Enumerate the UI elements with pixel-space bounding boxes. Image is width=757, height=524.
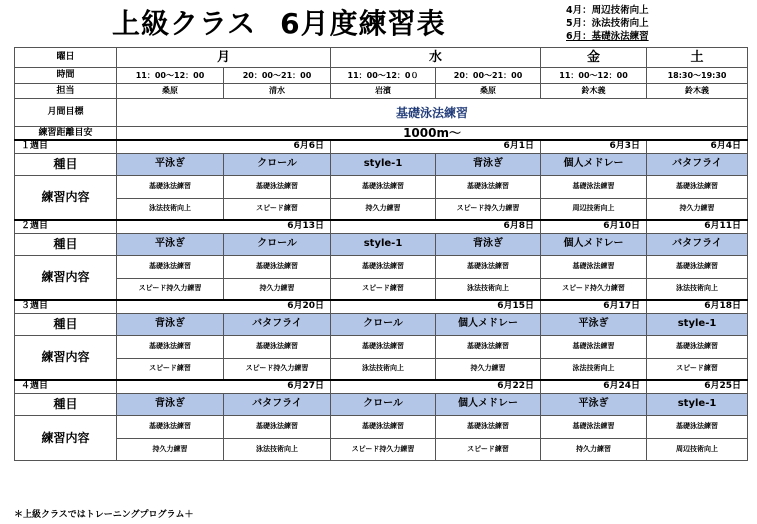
- week-label: ３週目: [15, 300, 117, 313]
- week-label: ４週目: [15, 380, 117, 393]
- stroke-cell: 背泳ぎ: [436, 153, 541, 175]
- date-wed: 6月22日: [331, 380, 541, 393]
- content-cell: スピード持久力練習: [436, 198, 541, 220]
- date-mon: 6月6日: [117, 140, 331, 153]
- day-wed: 水: [331, 48, 541, 68]
- content-cell: 基礎泳法練習: [647, 335, 748, 358]
- stroke-cell: クロール: [331, 313, 436, 335]
- content-cell: スピード持久力練習: [331, 438, 436, 460]
- stroke-row: [15, 233, 748, 255]
- content-cell: 持久力練習: [331, 198, 436, 220]
- date-sat: 6月4日: [647, 140, 748, 153]
- content-cell: 基礎泳法練習: [436, 335, 541, 358]
- stroke-row: [15, 153, 748, 175]
- content-cell: 持久力練習: [647, 198, 748, 220]
- content-cell: スピード練習: [647, 358, 748, 380]
- date-fri: 6月17日: [541, 300, 647, 313]
- event-label: 種目: [15, 393, 117, 415]
- content-row: [15, 438, 748, 460]
- content-cell: スピード持久力練習: [224, 358, 331, 380]
- content-cell: 持久力練習: [541, 438, 647, 460]
- date-wed: 6月1日: [331, 140, 541, 153]
- date-sat: 6月25日: [647, 380, 748, 393]
- content-cell: 基礎泳法練習: [541, 175, 647, 198]
- coach-label: 担当: [15, 84, 117, 99]
- content-cell: 基礎泳法練習: [541, 415, 647, 438]
- content-cell: 基礎泳法練習: [331, 175, 436, 198]
- content-cell: 泳法技術向上: [331, 358, 436, 380]
- event-label: 種目: [15, 153, 117, 175]
- stroke-cell: バタフライ: [224, 313, 331, 335]
- content-row: [15, 175, 748, 198]
- content-cell: スピード持久力練習: [541, 278, 647, 300]
- stroke-cell: 背泳ぎ: [117, 393, 224, 415]
- content-cell: スピード練習: [117, 358, 224, 380]
- content-cell: 基礎泳法練習: [436, 255, 541, 278]
- content-cell: 基礎泳法練習: [331, 415, 436, 438]
- coach-cell: 岩濱: [331, 84, 436, 99]
- content-cell: 基礎泳法練習: [436, 175, 541, 198]
- content-cell: 基礎泳法練習: [541, 255, 647, 278]
- content-cell: 周辺技術向上: [541, 198, 647, 220]
- stroke-cell: 個人メドレー: [541, 153, 647, 175]
- note-may: 5月：泳法技術向上: [566, 18, 649, 29]
- stroke-row: [15, 393, 748, 415]
- content-cell: 泳法技術向上: [117, 198, 224, 220]
- day-label: 曜日: [15, 48, 117, 68]
- content-cell: 基礎泳法練習: [647, 415, 748, 438]
- monthly-notes: [566, 4, 756, 43]
- goal-row: [15, 99, 748, 127]
- stroke-cell: 平泳ぎ: [541, 313, 647, 335]
- time-cell: 11：00～12：00: [541, 68, 647, 84]
- content-cell: 基礎泳法練習: [117, 255, 224, 278]
- page-title: [112, 2, 446, 42]
- content-cell: 泳法技術向上: [224, 438, 331, 460]
- content-cell: 持久力練習: [224, 278, 331, 300]
- stroke-cell: バタフライ: [224, 393, 331, 415]
- time-row: [15, 68, 748, 84]
- content-cell: 基礎泳法練習: [224, 175, 331, 198]
- time-cell: 20：00～21：00: [224, 68, 331, 84]
- content-row: [15, 358, 748, 380]
- monthly-goal: 基礎泳法練習: [117, 99, 748, 127]
- content-cell: 基礎泳法練習: [647, 175, 748, 198]
- time-cell: 20：00～21：00: [436, 68, 541, 84]
- week-label: ２週目: [15, 220, 117, 233]
- note-june: 6月：基礎泳法練習: [566, 31, 649, 42]
- time-cell: 18:30～19:30: [647, 68, 748, 84]
- date-mon: 6月20日: [117, 300, 331, 313]
- content-row: [15, 335, 748, 358]
- date-mon: 6月13日: [117, 220, 331, 233]
- title-month: 6月度練習表: [280, 7, 446, 40]
- content-cell: スピード練習: [224, 198, 331, 220]
- date-sat: 6月11日: [647, 220, 748, 233]
- content-cell: 基礎泳法練習: [541, 335, 647, 358]
- stroke-row: [15, 313, 748, 335]
- day-row: [15, 48, 748, 68]
- stroke-cell: 平泳ぎ: [117, 153, 224, 175]
- stroke-cell: style-1: [647, 393, 748, 415]
- day-sat: 土: [647, 48, 748, 68]
- content-cell: スピード持久力練習: [117, 278, 224, 300]
- content-cell: 泳法技術向上: [647, 278, 748, 300]
- content-cell: 周辺技術向上: [647, 438, 748, 460]
- stroke-cell: クロール: [224, 153, 331, 175]
- date-fri: 6月3日: [541, 140, 647, 153]
- event-label: 種目: [15, 233, 117, 255]
- stroke-cell: バタフライ: [647, 233, 748, 255]
- date-mon: 6月27日: [117, 380, 331, 393]
- coach-row: [15, 84, 748, 99]
- content-row: [15, 255, 748, 278]
- coach-cell: 鈴木義: [647, 84, 748, 99]
- content-row: [15, 415, 748, 438]
- distance-target: 1000m～: [117, 127, 748, 141]
- stroke-cell: バタフライ: [647, 153, 748, 175]
- stroke-cell: 個人メドレー: [436, 313, 541, 335]
- content-cell: 基礎泳法練習: [331, 255, 436, 278]
- distance-label: 練習距離目安: [15, 127, 117, 141]
- stroke-cell: style-1: [331, 233, 436, 255]
- stroke-cell: 背泳ぎ: [117, 313, 224, 335]
- content-cell: 持久力練習: [436, 358, 541, 380]
- event-label: 種目: [15, 313, 117, 335]
- week-header-row: [15, 220, 748, 233]
- content-cell: 基礎泳法練習: [331, 335, 436, 358]
- content-cell: 基礎泳法練習: [436, 415, 541, 438]
- content-cell: 基礎泳法練習: [647, 255, 748, 278]
- content-label: 練習内容: [15, 175, 117, 220]
- stroke-cell: style-1: [647, 313, 748, 335]
- stroke-cell: 背泳ぎ: [436, 233, 541, 255]
- content-cell: 泳法技術向上: [436, 278, 541, 300]
- content-label: 練習内容: [15, 415, 117, 460]
- practice-schedule-table: [14, 47, 748, 461]
- content-cell: 基礎泳法練習: [117, 415, 224, 438]
- week-header-row: [15, 380, 748, 393]
- content-cell: 持久力練習: [117, 438, 224, 460]
- content-label: 練習内容: [15, 255, 117, 300]
- time-cell: 11：00～12：0０: [331, 68, 436, 84]
- content-label: 練習内容: [15, 335, 117, 380]
- day-fri: 金: [541, 48, 647, 68]
- stroke-cell: 個人メドレー: [436, 393, 541, 415]
- content-cell: 基礎泳法練習: [117, 175, 224, 198]
- coach-cell: 鈴木義: [541, 84, 647, 99]
- content-row: [15, 198, 748, 220]
- content-row: [15, 278, 748, 300]
- week-label: １週目: [15, 140, 117, 153]
- coach-cell: 桑原: [117, 84, 224, 99]
- coach-cell: 桑原: [436, 84, 541, 99]
- note-april: 4月：周辺技術向上: [566, 5, 649, 16]
- content-cell: スピード練習: [331, 278, 436, 300]
- content-cell: 基礎泳法練習: [224, 335, 331, 358]
- date-fri: 6月10日: [541, 220, 647, 233]
- day-mon: 月: [117, 48, 331, 68]
- week-header-row: [15, 300, 748, 313]
- stroke-cell: 平泳ぎ: [541, 393, 647, 415]
- title-class: 上級クラス: [112, 7, 257, 40]
- date-fri: 6月24日: [541, 380, 647, 393]
- footer-note: ＊上級クラスではトレーニングプログラム＋: [14, 510, 194, 520]
- date-wed: 6月8日: [331, 220, 541, 233]
- goal-label: 月間目標: [15, 99, 117, 127]
- content-cell: 基礎泳法練習: [224, 415, 331, 438]
- stroke-cell: style-1: [331, 153, 436, 175]
- week-header-row: [15, 140, 748, 153]
- stroke-cell: 個人メドレー: [541, 233, 647, 255]
- time-cell: 11：00～12：00: [117, 68, 224, 84]
- content-cell: 泳法技術向上: [541, 358, 647, 380]
- coach-cell: 清水: [224, 84, 331, 99]
- content-cell: 基礎泳法練習: [224, 255, 331, 278]
- content-cell: 基礎泳法練習: [117, 335, 224, 358]
- date-wed: 6月15日: [331, 300, 541, 313]
- stroke-cell: 平泳ぎ: [117, 233, 224, 255]
- stroke-cell: クロール: [331, 393, 436, 415]
- content-cell: スピード練習: [436, 438, 541, 460]
- time-label: 時間: [15, 68, 117, 84]
- stroke-cell: クロール: [224, 233, 331, 255]
- date-sat: 6月18日: [647, 300, 748, 313]
- distance-row: [15, 127, 748, 141]
